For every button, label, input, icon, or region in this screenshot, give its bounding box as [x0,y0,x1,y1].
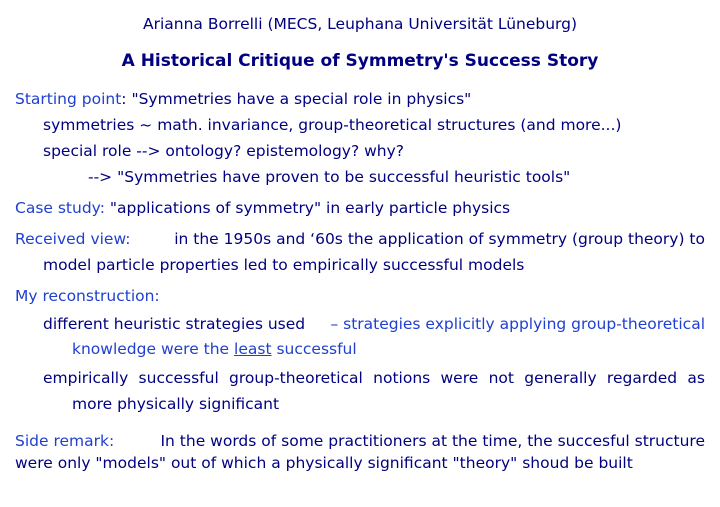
slide-title: A Historical Critique of Symmetry's Success Story [121,51,599,71]
reconstruction-item-1 [43,313,705,335]
side-remark-text-1: In the words of some practitioners at the time, the succesful structure [160,432,705,450]
side-remark-label: Side remark: [15,432,115,450]
starting-point-detail-3: --> "Symmetries have proven to be successful heuristic tools" [88,168,571,186]
reconstruction-label: My reconstruction: [15,287,160,305]
starting-point-detail-1: symmetries ~ math. invariance, group-theoretical structures (and more...) [43,116,622,134]
received-view-line [15,228,705,250]
starting-point-text: "Symmetries have a special role in physics" [126,90,472,108]
case-study-line [15,197,510,219]
received-view-text-2: model particle properties led to empirically successful models [43,256,525,274]
starting-point-colon: : [121,90,127,108]
reconstruction-item-2-line-2: more physically significant [72,395,280,413]
reconstruction-item-1-line-2 [72,338,357,360]
received-view-text-1: in the 1950s and ‘60s the application of symmetry (group theory) to [174,230,705,248]
side-remark-text-2: were only "models" out of which a physically significant "theory" shoud be built [15,454,633,472]
received-view-label: Received view: [15,230,131,248]
case-study-label: Case study: [15,199,105,217]
starting-point-line [15,88,471,110]
reconstruction-item-1-blue: – strategies explicitly applying group-theoretical [330,315,705,333]
side-remark-line [15,430,705,452]
case-study-text: "applications of symmetry" in early particle physics [104,199,511,217]
starting-point-label: Starting point [15,90,122,108]
reconstruction-item-1-plain: different heuristic strategies used [43,315,306,333]
reconstruction-least: least [234,340,272,358]
reconstruction-item-1-line-2a: knowledge were the [72,340,235,358]
author-line: Arianna Borrelli (MECS, Leuphana Universität Lüneburg) [142,15,578,33]
reconstruction-item-2: empirically successful group-theoretical notions were not generally regarded as [43,369,705,387]
starting-point-detail-2: special role --> ontology? epistemology? why? [43,142,405,160]
reconstruction-item-1-line-2b: successful [271,340,357,358]
